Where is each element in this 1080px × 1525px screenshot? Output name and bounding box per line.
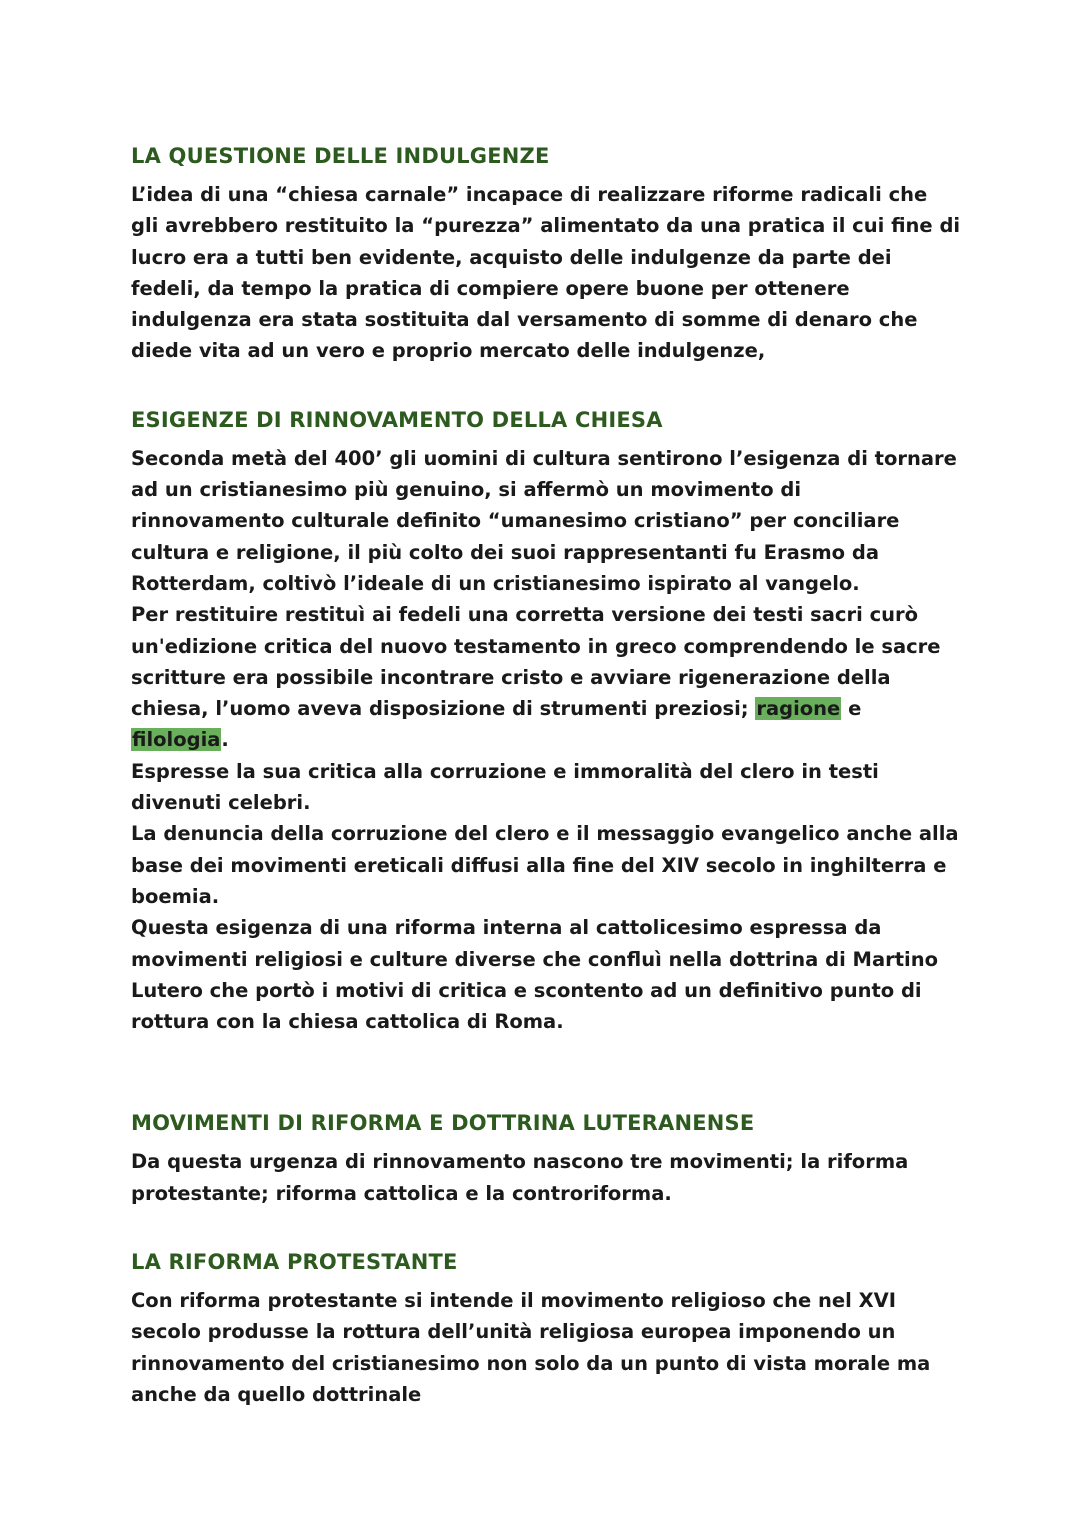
text-run: Per restituire restituì ai fedeli una corretta versione dei testi sacri curò un'edizione critica del nuovo testamento in greco comprendendo le sacre scritture era possibile incontrare cristo e avviare rigenerazione della chiesa, l’uomo aveva disposizione di strumenti preziosi; [131,603,941,721]
paragraph-with-highlights [131,599,961,755]
section-heading: ESIGENZE DI RINNOVAMENTO DELLA CHIESA [131,407,663,432]
text-run: . [221,728,229,752]
paragraph: Con riforma protestante si intende il movimento religioso che nel XVI secolo produsse la rottura dell’unità religiosa europea imponendo un rinnovamento del cristianesimo non solo da un punto di vista morale ma anche da quello dottrinale [131,1289,931,1406]
paragraph: Seconda metà del 400’ gli uomini di cultura sentirono l’esigenza di tornare ad un cristianesimo più genuino, si affermò un movimento di rinnovamento culturale definito “umanesimo cristiano” per conciliare cultura e religione, il più colto dei suoi rappresentanti fu Erasmo da Rotterdam, coltivò l’ideale di un cristianesimo ispirato al vangelo. [131,446,957,595]
section-movimenti-riforma [131,1107,961,1209]
highlight-ragione: ragione [756,697,841,721]
highlight-filologia: filologia [132,728,221,752]
section-heading: MOVIMENTI DI RIFORMA E DOTTRINA LUTERANENSE [131,1111,755,1136]
paragraph: Questa esigenza di una riforma interna al cattolicesimo espressa da movimenti religiosi e culture diverse che confluì nella dottrina di Martino Lutero che portò i motivi di critica e scontento ad un definitivo punto di rottura con la chiesa cattolica di Roma. [131,916,939,1034]
paragraph: Da questa urgenza di rinnovamento nascono tre movimenti; la riforma protestante; riforma cattolica e la controriforma. [131,1150,909,1205]
section-rinnovamento [131,404,961,1038]
text-run: e [841,697,862,721]
section-indulgenze [131,140,961,367]
paragraph: Espresse la sua critica alla corruzione e immoralità del clero in testi divenuti celebri. [131,759,879,815]
section-heading: LA QUESTIONE DELLE INDULGENZE [131,144,550,168]
section-heading: LA RIFORMA PROTESTANTE [131,1250,458,1275]
paragraph: L’idea di una “chiesa carnale” incapace di realizzare riforme radicali che gli avrebbero restituito la “purezza” alimentato da una pratica il cui fine di lucro era a tutti ben evidente, acquisto delle indulgenze da parte dei fedeli, da tempo la pratica di compiere opere buone per ottenere indulgenza era stata sostituita dal versamento di somme di denaro che diede vita ad un vero e proprio mercato delle indulgenze, [131,183,961,363]
document-page [131,140,961,1410]
paragraph: La denuncia della corruzione del clero e il messaggio evangelico anche alla base dei movimenti ereticali diffusi alla fine del XIV secolo in inghilterra e boemia. [131,822,959,908]
section-riforma-protestante [131,1246,961,1410]
